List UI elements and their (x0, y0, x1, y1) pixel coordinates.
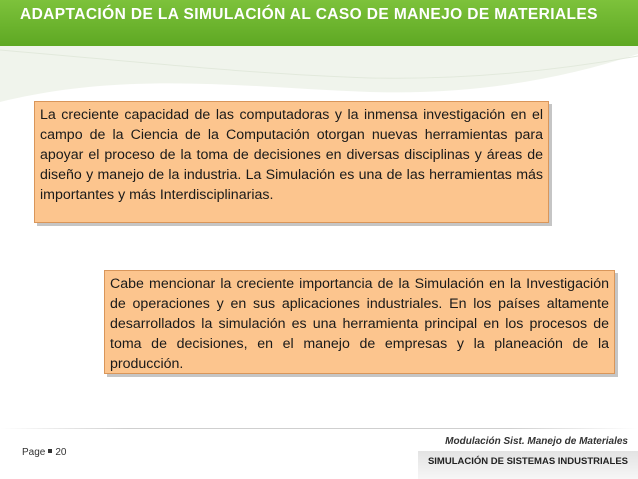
subject-name: SIMULACIÓN DE SISTEMAS INDUSTRIALES (427, 456, 628, 467)
bullet-icon (48, 449, 52, 453)
course-name: Modulación Sist. Manejo de Materiales (445, 436, 628, 447)
paragraph-importance: Cabe mencionar la creciente importancia de la Simulación en la Investigación de operaciones y en sus aplicaciones industriales. En los países altamente desarrollados la simulación es una herramienta principal en los procesos de toma de decisiones, en el manejo de empresas y la planeación de la producción. (110, 276, 609, 372)
page-number: 20 (55, 447, 67, 458)
page-word: Page (22, 447, 46, 458)
page-indicator (22, 447, 66, 458)
text-box-importance (104, 270, 615, 374)
paragraph-capacity: La creciente capacidad de las computadoras y la inmensa investigación en el campo de la Ciencia de la Computación otorgan nuevas herramientas para apoyar el proceso de la toma de decisiones en diversas disciplinas y áreas de diseño y manejo de la industria. La Simulación es una de las herramientas más importantes y más Interdisciplinarias. (40, 107, 543, 203)
footer-divider (0, 428, 638, 429)
slide-title: ADAPTACIÓN DE LA SIMULACIÓN AL CASO DE MANEJO DE MATERIALES (20, 6, 598, 23)
text-box-capacity (34, 101, 549, 223)
footer-bar (418, 451, 638, 479)
